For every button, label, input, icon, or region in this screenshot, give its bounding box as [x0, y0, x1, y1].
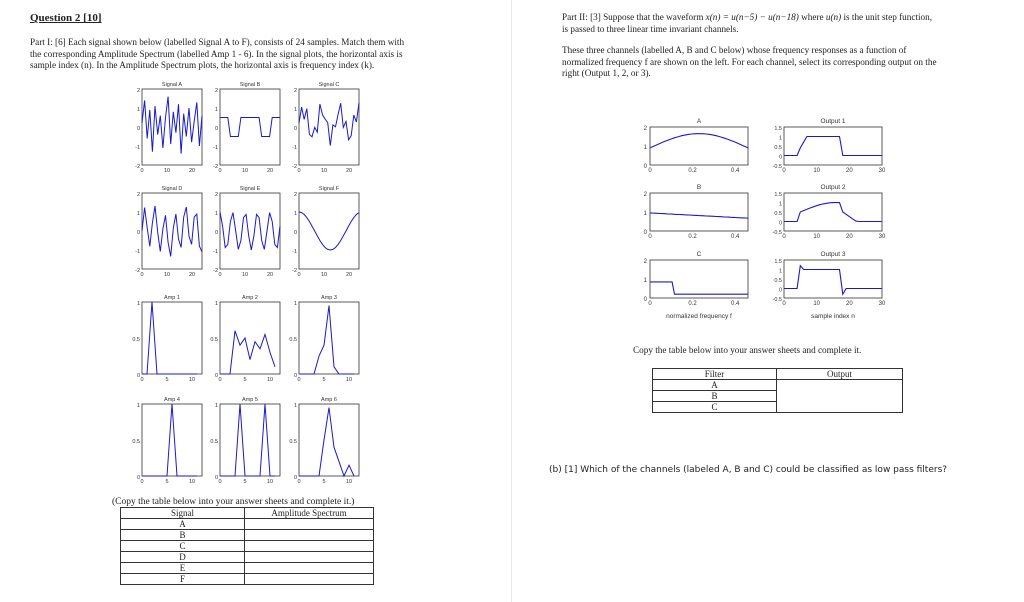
channel-plot-frame — [650, 127, 748, 165]
signal-trace — [220, 212, 280, 250]
amp-ytick-label: 0 — [136, 373, 140, 379]
signal-ytick-label: 2 — [214, 192, 218, 198]
amp-ytick-label: 0.5 — [289, 337, 297, 343]
signal-answer-table — [120, 507, 374, 585]
table-header-amplitude: Amplitude Spectrum — [245, 508, 374, 519]
channel-ytick-label: 0 — [643, 164, 647, 170]
output-xtick-label: 20 — [845, 301, 853, 307]
right-page — [512, 0, 1024, 602]
table-row — [121, 519, 374, 530]
signal-ytick-label: -2 — [292, 164, 297, 170]
table-row — [121, 530, 374, 541]
output-ytick-label: 0.5 — [774, 211, 782, 217]
output-ytick-label: -0.5 — [772, 297, 782, 303]
intro-line: the corresponding Amplitude Spectrum (labelled Amp 1 - 6). In the signal plots, the horizontal axis is — [30, 48, 403, 59]
amp-ytick-label: 1 — [293, 403, 297, 409]
amp-trace — [142, 404, 197, 476]
amp-xtick-label: 0 — [218, 479, 222, 485]
signal-title: Signal A — [161, 82, 183, 88]
table-note: (Copy the table below into your answer sheets and complete it.) — [112, 497, 355, 507]
table-row — [121, 563, 374, 574]
amp-xtick-label: 5 — [165, 377, 169, 383]
signal-plot-frame — [299, 193, 359, 269]
signal-ytick-label: 1 — [214, 107, 218, 113]
channel-xtick-label: 0.2 — [688, 301, 697, 307]
amp-xtick-label: 0 — [218, 377, 222, 383]
filter-answer-table — [652, 368, 903, 413]
amp-ytick-label: 0 — [214, 475, 218, 481]
signal-ytick-label: 1 — [136, 211, 140, 217]
signal-ytick-label: 0 — [293, 126, 297, 132]
amp-ytick-label: 0.5 — [132, 337, 140, 343]
signal-ytick-label: -1 — [292, 145, 297, 151]
amp-ytick-label: 1 — [214, 301, 218, 307]
amp-ytick-label: 0 — [293, 475, 297, 481]
signal-ytick-label: 2 — [136, 88, 140, 94]
copy-note: Copy the table below into your answer sheets and complete it. — [633, 345, 862, 355]
table-cell-answer[interactable] — [245, 519, 374, 530]
channel-xtick-label: 0 — [648, 301, 652, 307]
amp-xtick-label: 10 — [345, 377, 353, 383]
output-xtick-label: 30 — [878, 234, 886, 240]
signal-ytick-label: 1 — [214, 211, 218, 217]
signal-title: Signal D — [161, 186, 183, 192]
table-cell-signal: C — [121, 541, 245, 552]
amp-xtick-label: 10 — [266, 377, 274, 383]
signal-xtick-label: 20 — [188, 168, 196, 174]
signal-xtick-label: 20 — [345, 168, 353, 174]
signal-xtick-label: 20 — [345, 272, 353, 278]
amp-plot-frame — [142, 404, 202, 476]
desc-line: These three channels (labelled A, B and C below) whose frequency responses as a function of — [562, 45, 907, 55]
signal-title: Signal C — [318, 82, 340, 88]
amp-trace — [299, 306, 354, 374]
signal-xtick-label: 10 — [320, 168, 328, 174]
amp-xtick-label: 5 — [322, 479, 326, 485]
output-ytick-label: 0 — [778, 220, 782, 227]
part-b-question: (b) [1] Which of the channels (labeled A, B and C) could be classified as low pass filters? — [549, 465, 948, 475]
table-cell-filter: C — [653, 402, 777, 413]
amp-ytick-label: 0.5 — [289, 439, 297, 445]
channel-ytick-label: 1 — [643, 211, 647, 217]
signal-ytick-label: -2 — [213, 268, 218, 274]
amp-ytick-label: 1 — [136, 403, 140, 409]
desc-line: normalized frequency f are shown on the left. For each channel, select its corresponding output on the — [562, 56, 937, 67]
signal-xtick-label: 10 — [163, 168, 171, 174]
signal-xtick-label: 10 — [320, 272, 328, 278]
channel-ytick-label: 1 — [643, 278, 647, 284]
output-trace — [784, 203, 882, 222]
table-header-output: Output — [777, 369, 903, 380]
signal-ytick-label: -1 — [292, 249, 297, 255]
signal-ytick-label: 0 — [214, 230, 218, 236]
amp-xtick-label: 5 — [165, 479, 169, 485]
amp-title: Amp 3 — [321, 295, 337, 301]
signal-xtick-label: 0 — [297, 272, 301, 278]
signal-trace — [299, 212, 359, 250]
output-xtick-label: 30 — [878, 301, 886, 307]
channel-and-output-plots — [512, 0, 1024, 602]
signal-xtick-label: 0 — [218, 168, 222, 174]
amp-plot-frame — [220, 404, 280, 476]
table-header-signal: Signal — [121, 508, 245, 519]
table-cell-answer[interactable] — [245, 541, 374, 552]
intro-line: sample index (n). In the Amplitude Spectrum plots, the horizontal axis is frequency index (k). — [30, 60, 375, 70]
amp-ytick-label: 0 — [214, 373, 218, 379]
part2-un: u(n) — [825, 12, 842, 22]
signal-ytick-label: -2 — [292, 268, 297, 274]
signal-ytick-label: -1 — [213, 145, 218, 151]
amp-title: Amp 5 — [242, 397, 258, 403]
table-row — [653, 380, 903, 391]
channel-ytick-label: 1 — [643, 145, 647, 151]
amp-xtick-label: 10 — [345, 479, 353, 485]
signal-xtick-label: 0 — [218, 272, 222, 278]
signal-ytick-label: -2 — [135, 164, 140, 170]
table-row — [121, 552, 374, 563]
table-row — [121, 574, 374, 585]
table-cell-signal: D — [121, 552, 245, 563]
output-xtick-label: 20 — [845, 168, 853, 174]
table-cell-answer[interactable] — [777, 380, 903, 413]
signal-title: Signal B — [239, 82, 261, 88]
table-cell-answer[interactable] — [245, 574, 374, 585]
channel-xlabel: normalized frequency f — [666, 313, 732, 320]
signal-xtick-label: 0 — [140, 168, 144, 174]
signal-xtick-label: 10 — [241, 168, 249, 174]
part2-line2: is passed to three linear time invariant channels. — [562, 23, 739, 34]
amp-title: Amp 6 — [321, 397, 337, 403]
channel-xtick-label: 0.4 — [731, 234, 740, 240]
signal-title: Signal F — [318, 186, 340, 192]
signal-xtick-label: 0 — [140, 272, 144, 278]
table-row — [121, 541, 374, 552]
amp-ytick-label: 0.5 — [132, 439, 140, 445]
signal-ytick-label: 0 — [136, 230, 140, 236]
output-title: Output 3 — [820, 251, 846, 258]
table-cell-answer[interactable] — [245, 552, 374, 563]
amp-plot-frame — [220, 302, 280, 374]
amp-ytick-label: 1 — [293, 301, 297, 307]
desc-line: right (Output 1, 2, or 3). — [562, 68, 651, 78]
part2-formula: x(n) = u(n−5) − u(n−18) — [705, 12, 799, 22]
table-cell-signal: E — [121, 563, 245, 574]
channel-title: C — [696, 251, 702, 258]
output-xtick-label: 10 — [813, 168, 821, 174]
output-ytick-label: 1.5 — [774, 259, 782, 265]
amp-title: Amp 4 — [164, 397, 180, 403]
output-title: Output 1 — [820, 118, 846, 125]
channel-response-trace — [650, 134, 748, 148]
amp-plot-frame — [299, 404, 359, 476]
signal-xtick-label: 10 — [241, 272, 249, 278]
output-trace — [784, 266, 882, 295]
amp-trace — [220, 404, 275, 476]
channel-title: A — [696, 118, 702, 125]
output-plot-frame — [784, 127, 882, 165]
channel-xtick-label: 0 — [648, 234, 652, 240]
output-xtick-label: 0 — [782, 234, 786, 240]
channel-ytick-label: 2 — [643, 126, 647, 132]
output-ytick-label: 0.5 — [774, 145, 782, 151]
channel-xtick-label: 0.2 — [688, 168, 697, 174]
signal-ytick-label: 1 — [293, 211, 297, 217]
signal-ytick-label: -1 — [135, 145, 140, 151]
output-ytick-label: 1.5 — [774, 192, 782, 198]
signal-trace — [299, 103, 359, 146]
signal-ytick-label: 0 — [214, 126, 218, 132]
channel-plot-frame — [650, 193, 748, 231]
output-xtick-label: 10 — [813, 234, 821, 240]
table-cell-answer[interactable] — [245, 530, 374, 541]
channel-plot-frame — [650, 260, 748, 298]
amp-xtick-label: 10 — [188, 377, 196, 383]
output-ytick-label: 0 — [778, 154, 782, 161]
question-title: Question 2 [10] — [30, 12, 102, 24]
table-cell-signal: F — [121, 574, 245, 585]
amp-ytick-label: 0 — [136, 475, 140, 481]
signal-xtick-label: 20 — [266, 168, 274, 174]
output-trace — [784, 137, 882, 156]
amp-xtick-label: 0 — [140, 377, 144, 383]
amp-plot-frame — [299, 302, 359, 374]
signal-ytick-label: -1 — [135, 249, 140, 255]
channel-xtick-label: 0.4 — [731, 301, 740, 307]
table-cell-signal: A — [121, 519, 245, 530]
part2-where: where — [801, 12, 824, 22]
output-title: Output 2 — [820, 184, 846, 191]
output-xtick-label: 0 — [782, 168, 786, 174]
output-ytick-label: 1.5 — [774, 126, 782, 132]
amp-xtick-label: 0 — [140, 479, 144, 485]
amp-ytick-label: 1 — [214, 403, 218, 409]
signal-ytick-label: 2 — [136, 192, 140, 198]
amp-title: Amp 1 — [164, 295, 180, 301]
channel-response-trace — [650, 282, 748, 294]
output-ytick-label: 1 — [778, 268, 782, 275]
table-cell-signal: B — [121, 530, 245, 541]
signal-title: Signal E — [239, 186, 261, 192]
output-xtick-label: 10 — [813, 301, 821, 307]
output-ytick-label: -0.5 — [772, 164, 782, 170]
channel-xtick-label: 0.4 — [731, 168, 740, 174]
output-ytick-label: 0.5 — [774, 278, 782, 284]
amp-xtick-label: 10 — [266, 479, 274, 485]
channel-xtick-label: 0.2 — [688, 234, 697, 240]
signal-ytick-label: 1 — [293, 107, 297, 113]
output-xtick-label: 0 — [782, 301, 786, 307]
amp-trace — [142, 302, 197, 374]
signal-trace — [142, 97, 202, 154]
amp-ytick-label: 0.5 — [210, 337, 218, 343]
output-ytick-label: -0.5 — [772, 230, 782, 236]
output-ytick-label: 1 — [778, 201, 782, 208]
channel-response-trace — [650, 213, 748, 218]
table-header-filter: Filter — [653, 369, 777, 380]
amp-xtick-label: 0 — [297, 479, 301, 485]
output-xlabel: sample index n — [811, 313, 855, 320]
signal-ytick-label: 0 — [136, 126, 140, 132]
signal-ytick-label: -2 — [135, 268, 140, 274]
channel-ytick-label: 2 — [643, 192, 647, 198]
amp-ytick-label: 0.5 — [210, 439, 218, 445]
signal-xtick-label: 10 — [163, 272, 171, 278]
table-cell-filter: B — [653, 391, 777, 402]
output-plot-frame — [784, 193, 882, 231]
signal-trace — [220, 118, 280, 137]
amp-title: Amp 2 — [242, 295, 258, 301]
channel-xtick-label: 0 — [648, 168, 652, 174]
amp-ytick-label: 1 — [136, 301, 140, 307]
channel-title: B — [696, 184, 702, 191]
signal-ytick-label: 2 — [214, 88, 218, 94]
output-xtick-label: 20 — [845, 234, 853, 240]
signal-xtick-label: 20 — [266, 272, 274, 278]
signal-ytick-label: 1 — [136, 107, 140, 113]
table-cell-answer[interactable] — [245, 563, 374, 574]
signal-trace — [142, 206, 202, 257]
channel-ytick-label: 0 — [643, 297, 647, 303]
signal-ytick-label: 2 — [293, 192, 297, 198]
amp-ytick-label: 0 — [293, 373, 297, 379]
amp-xtick-label: 5 — [322, 377, 326, 383]
part2-text: Part II: [3] Suppose that the waveform — [562, 12, 704, 22]
signal-xtick-label: 20 — [188, 272, 196, 278]
amp-trace — [299, 408, 354, 476]
output-ytick-label: 1 — [778, 135, 782, 142]
channel-ytick-label: 0 — [643, 230, 647, 236]
output-ytick-label: 0 — [778, 287, 782, 294]
intro-line: Part I: [6] Each signal shown below (labelled Signal A to F), consists of 24 samples. Match them with — [30, 37, 405, 47]
amp-xtick-label: 5 — [243, 479, 247, 485]
signal-ytick-label: 2 — [293, 88, 297, 94]
amp-xtick-label: 0 — [297, 377, 301, 383]
amp-xtick-label: 5 — [243, 377, 247, 383]
signal-ytick-label: 0 — [293, 230, 297, 236]
amp-trace — [220, 331, 275, 374]
channel-ytick-label: 2 — [643, 259, 647, 265]
signal-ytick-label: -1 — [213, 249, 218, 255]
signal-xtick-label: 0 — [297, 168, 301, 174]
output-xtick-label: 30 — [878, 168, 886, 174]
table-cell-filter: A — [653, 380, 777, 391]
amp-xtick-label: 10 — [188, 479, 196, 485]
part2-unit-step: is the unit step function, — [843, 12, 933, 22]
signal-plot-frame — [299, 89, 359, 165]
signal-ytick-label: -2 — [213, 164, 218, 170]
